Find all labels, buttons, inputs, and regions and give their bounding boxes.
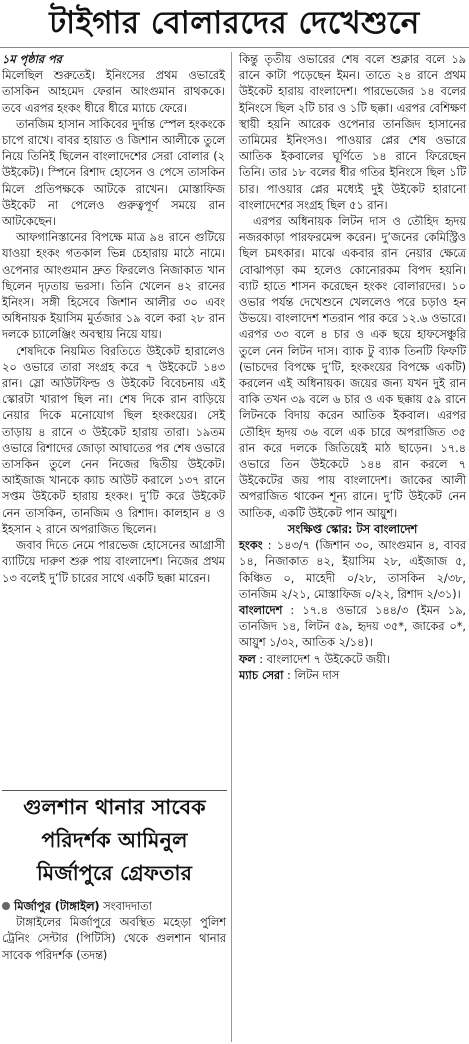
- result-text: : বাংলাদেশ ৭ উইকেটে জয়ী।: [255, 652, 390, 666]
- left-paragraph: তানজিম হাসান সাকিবের দুর্দান্ত স্পেল হংকংকে চাপে রাখে। বাবর হায়াত ও জিশান আলীকে তুলে নিয়ে তিনিই ছিলেন বাংলাদেশের সেরা বোলার (২ উইকেট)। স্পিনে রিশাদ হোসেন ও পেসে তাসকিন মিলে প্রতিপক্ষকে আটকে রাখেন। মোস্তাফিজ উইকেট না পেলেও গুরুত্বপূর্ণ সময়ে রান আটকেছেন।: [2, 117, 225, 229]
- mom-label: ম্যাচ সেরা: [239, 668, 284, 682]
- dateline-credit: সংবাদদাতা: [99, 900, 152, 913]
- bd-score: : ১৭.৪ ওভারে ১৪৪/৩ (ইমন ১৯, তানজিদ ১৪, লিটন ৫৯, হৃদয় ৩৫*, জাকের ০*, আয়ুশ ১/৩২, আতিক ২/১৪)।: [239, 603, 466, 650]
- left-paragraph: মিলেছিল শুরুতেই। ইনিংসের প্রথম ওভারেই তাসকিন আহমেদ ফেরান আংগুমান রাথককে। তবে এরপর হংকং ধীরে ধীরে ম্যাচে ফেরে।: [2, 69, 225, 115]
- left-paragraph: আফগানিস্তানের বিপক্ষে মাত্র ৯৪ রানে গুটিয়ে যাওয়া হংকং গতকাল ভিন্ন চেহারায় মাঠে নামে। ওপেনার আংগুমান দ্রুত ফিরলেও নিজাকাত খান ছিলেন দৃঢ়তায় ভরসা। তিনি খেলেন ৪২ রানের ইনিংস। সঙ্গী হিসেবে জিশান আলীর ৩০ এবং অধিনায়ক ইয়াসিম মুর্তজার ১৯ বলে করা ২৮ রান দলকে চ্যালেঞ্জিং অবস্থায় নিয়ে যায়।: [2, 231, 225, 342]
- hk-score: : ১৪৩/৭ (জিশান ৩০, আংগুমান ৪, বাবর ১৪, নিজাকাত ৪২, ইয়াসিম ২৮, এইজাজ ৫, কিঞ্চিত ০, মাহেদী ০/২৮, তাসকিন ২/৩৮, তানজিম ২/২১, মোস্তাফিজ ০/২২, রিশাদ ২/৩১)।: [239, 539, 466, 601]
- scorecard: [239, 522, 466, 684]
- story-headline-line: গুলশান থানার সাবেক: [23, 795, 206, 819]
- bullet-icon: [2, 902, 10, 910]
- left-paragraph: জবাব দিতে নেমে পারভেজ হোসেনের আগ্রাসী ব্যাটিয়ে দারুণ শুরু পায় বাংলাদেশ। নিজের প্রথম ১৩ বলেই দু’টি চারের সাথে একটি ছক্কা মারেন।: [2, 539, 225, 585]
- mom-text: : লিটন দাস: [283, 668, 340, 682]
- hk-label: হংকং: [239, 539, 263, 553]
- right-column: [239, 52, 466, 684]
- left-paragraph: শেষদিকে নিয়মিত বিরতিতে উইকেট হারালেও ২০ ওভারে তারা সংগ্রহ করে ৭ উইকেটে ১৪৩ রান। স্লো আউটফিল্ড ও উইকেট বিবেচনায় এই স্কোরটা খারাপ ছিল না। শেষ দিকে রান বাড়িয়ে নেয়ার দিকে মনোযোগ ছিল হংকংয়ের। সেই তাড়ায় ৪ রানে ৩ উইকেট হারায় তারা। ১৯তম ওভারে রিশাদের জোড়া আঘাতের পর শেষ ওভারে তাসকিন তুলে নেন নিজের দ্বিতীয় উইকেট। আইজাজ খানকে ক্যাচ আউট করালে ১৩৭ রানে সপ্তম উইকেট হারায় হংকং। দু’টি করে উইকেট নেন তাসকিন, তানজিম ও রিশাদ। কালহান ৪ ও ইহসান ২ রানে অপরাজিত ছিলেন।: [2, 344, 225, 536]
- bd-label: বাংলাদেশ: [239, 603, 283, 617]
- column-divider: [231, 52, 232, 1042]
- story-headline-line: মির্জাপুরে গ্রেফতার: [36, 861, 193, 885]
- right-paragraph: এরপর অধিনায়ক লিটন দাস ও তৌহিদ হৃদয় নজরকাড়া পারফরমেন্স করেন। দু’জনের কেমিস্ট্রিও ছিল চমৎকার। মাঝে একবার রান নেয়ার ক্ষেত্রে বোঝাপড়া কম হলেও কোনোরকম বিপদ হয়নি। ব্যাট হাতে শাসন করেছেন হংকং বোলারদের। ১০ ওভার পর্যন্ত দেখেশুনে খেললেও পরে চড়াও হন উভয়ে। বাংলাদেশ শতরান পার করে ১২.৬ ওভারে। এরপর ৩৩ বলে ৪ চার ও এক ছয়ে হাফসেঞ্চুরি তুলে নেন লিটন দাস। ব্যাক টু ব্যাক তিনটি ফিফটি (ভাচদের বিপক্ষে দু’টি, হংকংয়ের বিপক্ষে একটি) করলেন এই অধিনায়ক। জয়ের জন্য যখন দুই রান বাকি তখন ৩৯ বলে ৬ চার ও এক ছক্কায় ৫৯ রানে লিটনকে বিদায় করেন আতিক ইকবাল। এরপর তৌহিদ হৃদয় ৩৬ বলে এক চারে অপরাজিত ৩৫ রান করে দলকে জিতিয়েই মাঠ ছাড়েন। ১৭.৪ ওভারে তিন উইকেটে ১৪৪ রান করলে ৭ উইকেটের জয় পায় বাংলাদেশ। জাকের আলী অপরাজিত থাকেন শূন্য রানে। দু’টি উইকেট নেন আতিক, একটি উইকেট পান আয়ুশ।: [239, 215, 466, 520]
- left-column: [2, 52, 225, 587]
- story-paragraph: টাঙ্গাইলের মির্জাপুরে অবস্থিত মহেড়া পুলিশ ট্রেনিং সেন্টার (পিটিসি) থেকে গুলশান থানার সাবেক পরিদর্শক (তদন্ত): [2, 916, 226, 962]
- dateline-place: মির্জাপুর (টাঙ্গাইল): [14, 900, 100, 913]
- page-headline: টাইগার বোলারদের দেখেশুনে: [0, 0, 469, 48]
- secondary-story: [2, 790, 227, 890]
- story-body: [2, 899, 226, 964]
- continued-tag: ১ম পৃষ্ঠার পর: [2, 53, 62, 66]
- result-label: ফল: [239, 652, 256, 666]
- right-paragraph: কিন্তু তৃতীয় ওভারের শেষ বলে শুক্লার বলে ১৯ রানে কাটা পড়েছেন ইমন। তাতে ২৪ রানে প্রথম উইকেট হারায় বাংলাদেশ। পারভেজের ১৪ বলের ইনিংসে ছিল ২টি চার ও ১টি ছক্কা। এরপর বেশিক্ষণ স্থায়ী হয়নি আরেক ওপেনার তানজিদ হাসানের তামিমের ইনিংসও। পাওয়ার প্লের শেষ ওভারে আতিক ইকবালের ঘূর্ণিতে ১৪ রানে ফিরেছেন তিনি। তার ১৮ বলের ধীর গতির ইনিংসে ছিল ১টি চার। পাওয়ার প্লের মধ্যেই দুই উইকেট হারানো বাংলাদেশের সংগ্রহ ছিল ৫১ রান।: [239, 53, 466, 212]
- scorecard-title: সংক্ষিপ্ত স্কোর: টস বাংলাদেশ: [287, 522, 418, 536]
- story-headline-line: পরিদর্শক আমিনুল: [41, 828, 188, 852]
